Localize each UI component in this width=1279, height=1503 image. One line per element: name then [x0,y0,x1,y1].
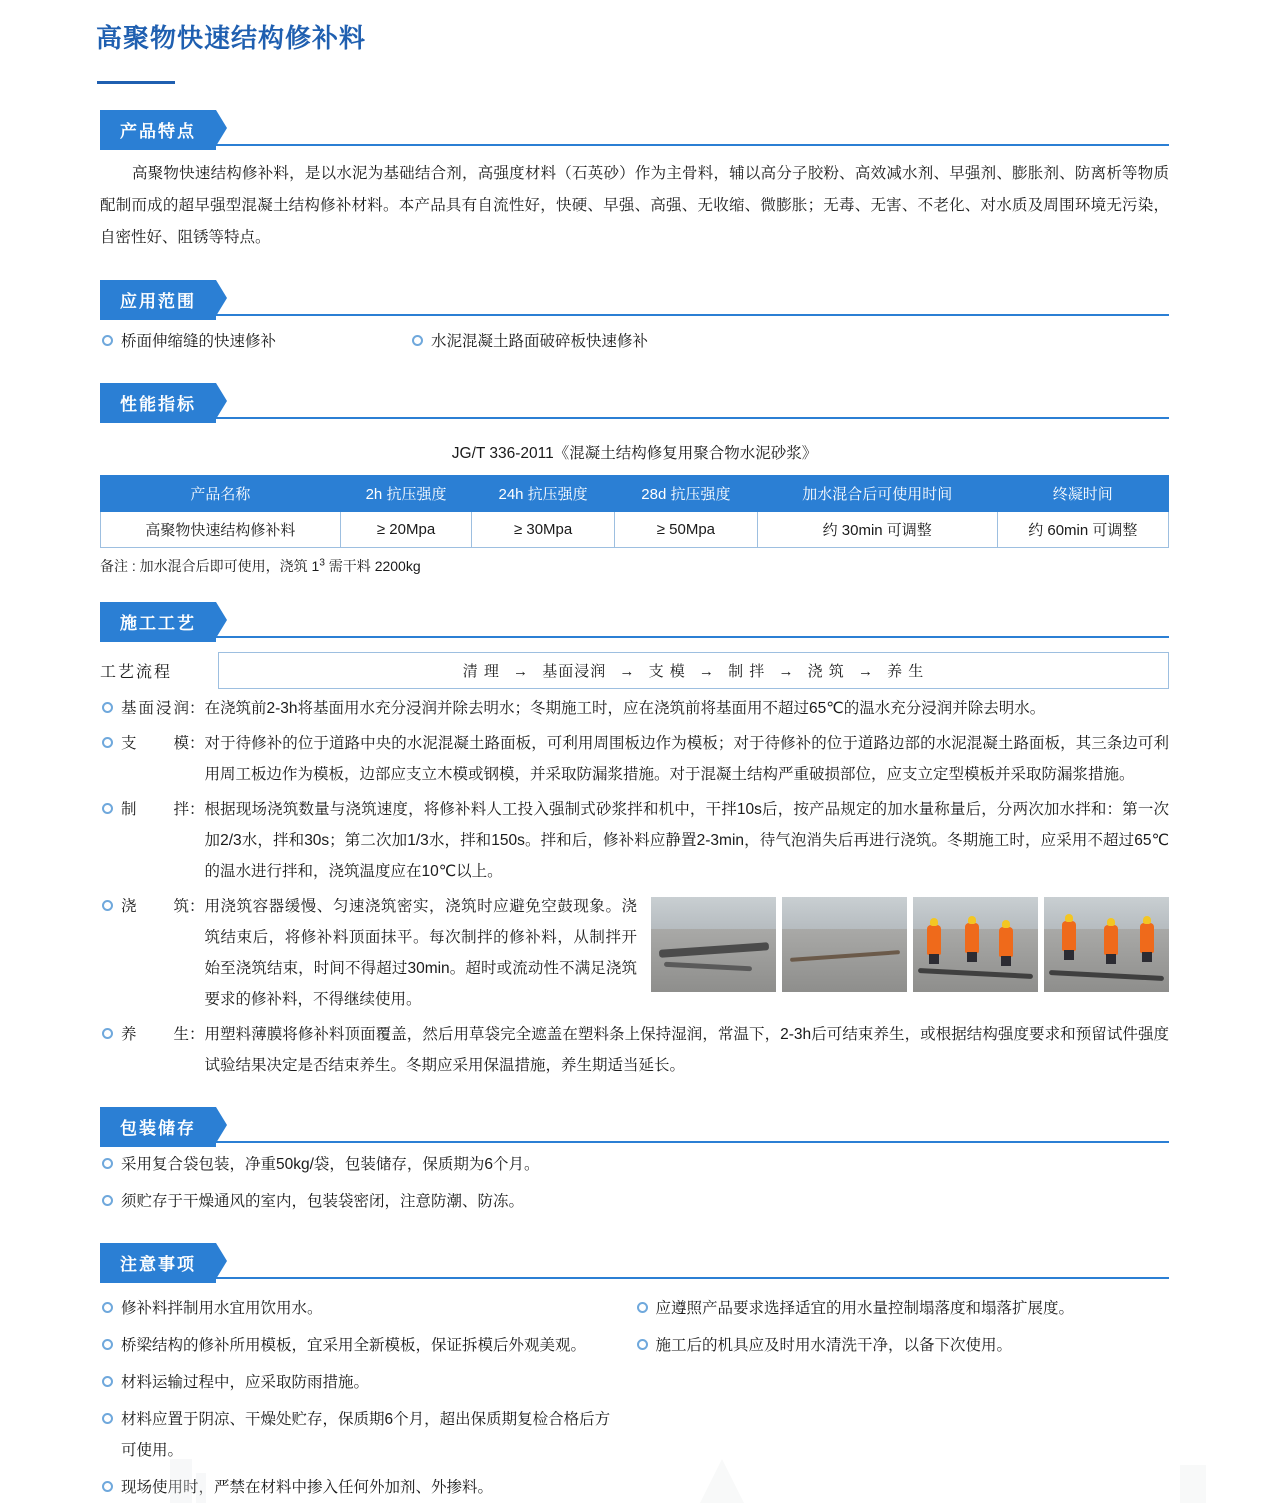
road-crack-photo [651,897,776,992]
process-flow-label: 工艺流程 [100,664,173,681]
table-note [100,556,1169,576]
construction-step: 支 模 ： 对于待修补的位于道路中央的水泥混凝土路面板，可利用周围板边作为模板；对于待修补的位于道路边部的水泥混凝土路面板，其三条边可利用周工板边作为模板，边部应支立木模或钢模，并采取防漏浆措施。对于混凝土结构严重破损部位，应支立定型模板并采取防漏浆措施。 [100,728,1169,790]
section-application [0,280,1279,357]
flow-step: 制 拌 [728,663,766,680]
section-rule [100,1277,1169,1279]
step-label: 支 模 [121,735,189,752]
document-page [0,18,1279,1503]
list-item [100,1293,619,1324]
table-row [101,512,1169,548]
performance-table [100,475,1169,548]
notice-item-label: 现场使用时，严禁在材料中掺入任何外加剂、外掺料。 [121,1479,494,1496]
step-text: 用塑料薄膜将修补料顶面覆盖，然后用草袋完全遮盖在塑料条上保持湿润，常温下，2-3h后可结束养生，或根据结构强度要求和预留试件强度试验结果决定是否结束养生。冬期应采用保温措施，养生期适当延长。 [204,1026,1169,1074]
circle-bullet-icon [102,702,113,713]
application-list [100,326,1169,357]
circle-bullet-icon [412,335,423,346]
notice-item-label: 材料应置于阴凉、干燥处贮存，保质期6个月，超出保质期复检合格后方可使用。 [121,1411,611,1459]
arrow-icon: → [698,663,715,680]
column-header-worktime: 加水混合后可使用时间 [757,476,997,512]
step-label: 制 拌 [121,801,189,818]
cell-2h: ≥ 20Mpa [340,512,471,548]
notice-item-label: 桥梁结构的修补所用模板，宜采用全新模板，保证拆模后外观美观。 [121,1337,587,1354]
title-divider [97,81,175,84]
notice-list [100,1287,1169,1503]
application-item-label: 水泥混凝土路面破碎板快速修补 [431,333,649,350]
notice-column-right [635,1287,1170,1503]
notice-item-label: 应遵照产品要求选择适宜的用水量控制塌落度和塌落扩展度。 [655,1300,1075,1317]
section-header-packaging [100,1107,1169,1143]
section-rule [100,636,1169,638]
table-note-exponent: 3 [319,557,325,569]
cell-product: 高聚物快速结构修补料 [101,512,341,548]
circle-bullet-icon [102,1302,113,1313]
list-item [100,326,410,357]
column-header-setting: 终凝时间 [997,476,1168,512]
circle-bullet-icon [102,737,113,748]
step-label: 养 生 [121,1026,189,1043]
section-notice [0,1243,1279,1503]
section-header-notice [100,1243,1169,1279]
standard-reference: JG/T 336-2011《混凝土结构修复用聚合物水泥砂浆》 [451,445,818,462]
flow-step: 基面浸润 [542,663,607,680]
cell-28d: ≥ 50Mpa [614,512,757,548]
circle-bullet-icon [102,1481,113,1492]
circle-bullet-icon [637,1339,648,1350]
features-paragraph: 高聚物快速结构修补料，是以水泥为基础结合剂，高强度材料（石英砂）作为主骨料，辅以高分子胶粉、高效减水剂、早强剂、膨胀剂、防离析等物质配制而成的超早强型混凝土结构修补材料。本产品具有自流性好，快硬、早强、高强、无收缩、微膨胀；无毒、无害、不老化、对水质及周围环境无污染，自密性好、阻锈等特点。 [100,165,1169,246]
flow-step: 养 生 [887,663,925,680]
section-header-performance [100,383,1169,419]
circle-bullet-icon [637,1302,648,1313]
section-header-application [100,280,1169,316]
section-packaging [0,1107,1279,1217]
section-rule [100,417,1169,419]
flow-step: 支 模 [648,663,686,680]
construction-step: 浇 筑 ： 用浇筑容器缓慢、匀速浇筑密实，浇筑时应避免空鼓现象。浇筑结束后，将修补料顶面抹平。每次制拌的修补料，从制拌开始至浇筑结束，时间不得超过30min。超时或流动性不满足浇筑要求的修补料，不得继续使用。 [100,891,637,1015]
notice-item-label: 施工后的机具应及时用水清洗干净，以备下次使用。 [655,1337,1013,1354]
section-rule [100,1141,1169,1143]
section-construction [0,602,1279,1081]
section-title-performance: 性能指标 [100,383,216,423]
section-rule [100,314,1169,316]
arrow-icon: → [778,663,795,680]
process-flow-steps [218,652,1169,689]
section-title-notice: 注意事项 [100,1243,216,1283]
circle-bullet-icon [102,1028,113,1039]
workers-pouring-photo [913,897,1038,992]
column-header-product: 产品名称 [101,476,341,512]
table-note-suffix: 需干料 2200kg [324,558,421,574]
circle-bullet-icon [102,1158,113,1169]
list-item [100,1186,1169,1217]
step-label: 基面浸润 [121,700,189,717]
flow-step: 清 理 [462,663,500,680]
step-text: 根据现场浇筑数量与浇筑速度，将修补料人工投入强制式砂浆拌和机中，干拌10s后，按产品规定的加水量称量后，分两次加水拌和：第一次加2/3水，拌和30s；第二次加1/3水，拌和150s。拌和后，修补料应静置2-3min，待气泡消失后再进行浇筑。冬期施工时，应采用不超过65℃的温水进行拌和，浇筑温度应在10℃以上。 [204,801,1169,880]
section-rule [100,144,1169,146]
list-item [100,1330,619,1361]
notice-item-label: 修补料拌制用水宜用饮用水。 [121,1300,323,1317]
cell-setting: 约 60min 可调整 [997,512,1168,548]
arrow-icon: → [857,663,874,680]
column-header-28d: 28d 抗压强度 [614,476,757,512]
construction-photo-strip [651,897,1169,992]
workers-finishing-photo [1044,897,1169,992]
circle-bullet-icon [102,1195,113,1206]
arrow-icon: → [513,663,530,680]
section-header-construction [100,602,1169,638]
circle-bullet-icon [102,1339,113,1350]
list-item [100,1404,619,1466]
list-item [635,1293,1154,1324]
section-features [0,110,1279,254]
page-title: 高聚物快速结构修补料 [96,23,367,53]
circle-bullet-icon [102,900,113,911]
packaging-item-label: 采用复合袋包装，净重50kg/袋，包装储存，保质期为6个月。 [121,1156,540,1173]
section-title-construction: 施工工艺 [100,602,216,642]
notice-item-label: 材料运输过程中，应采取防雨措施。 [121,1374,370,1391]
section-header-features [100,110,1169,146]
construction-step: 养 生 ： 用塑料薄膜将修补料顶面覆盖，然后用草袋完全遮盖在塑料条上保持湿润，常温下，2-3h后可结束养生，或根据结构强度要求和预留试件强度试验结果决定是否结束养生。冬期应采用保温措施，养生期适当延长。 [100,1019,1169,1081]
list-item [100,1149,1169,1180]
section-title-features: 产品特点 [100,110,216,150]
step-text: 用浇筑容器缓慢、匀速浇筑密实，浇筑时应避免空鼓现象。浇筑结束后，将修补料顶面抹平。每次制拌的修补料，从制拌开始至浇筑结束，时间不得超过30min。超时或流动性不满足浇筑要求的修补料，不得继续使用。 [204,898,637,1008]
road-surface-photo [782,897,907,992]
circle-bullet-icon [102,335,113,346]
list-item [100,1367,619,1398]
column-header-2h: 2h 抗压强度 [340,476,471,512]
section-performance [0,383,1279,576]
list-item [100,1472,619,1503]
notice-column-left [100,1287,635,1503]
process-flow [100,652,1169,689]
application-item-label: 桥面伸缩缝的快速修补 [121,333,277,350]
circle-bullet-icon [102,1413,113,1424]
circle-bullet-icon [102,1376,113,1387]
list-item [410,326,1169,357]
packaging-item-label: 须贮存于干燥通风的室内，包装袋密闭，注意防潮、防冻。 [121,1193,525,1210]
section-title-application: 应用范围 [100,280,216,320]
table-note-prefix: 备注 : 加水混合后即可使用，浇筑 1 [100,558,320,574]
construction-step: 基面浸润 ： 在浇筑前2-3h将基面用水充分浸润并除去明水；冬期施工时，应在浇筑前将基面用不超过65℃的温水充分浸润并除去明水。 [100,693,1169,724]
construction-step: 制 拌 ： 根据现场浇筑数量与浇筑速度，将修补料人工投入强制式砂浆拌和机中，干拌10s后，按产品规定的加水量称量后，分两次加水拌和：第一次加2/3水，拌和30s；第二次加1/3水，拌和150s。拌和后，修补料应静置2-3min，待气泡消失后再进行浇筑。冬期施工时，应采用不超过65℃的温水进行拌和，浇筑温度应在10℃以上。 [100,794,1169,887]
circle-bullet-icon [102,803,113,814]
step-text: 在浇筑前2-3h将基面用水充分浸润并除去明水；冬期施工时，应在浇筑前将基面用不超过65℃的温水充分浸润并除去明水。 [204,700,1046,717]
list-item [635,1330,1154,1361]
arrow-icon: → [619,663,636,680]
cell-worktime: 约 30min 可调整 [757,512,997,548]
cell-24h: ≥ 30Mpa [472,512,615,548]
column-header-24h: 24h 抗压强度 [472,476,615,512]
flow-step: 浇 筑 [807,663,845,680]
step-text: 对于待修补的位于道路中央的水泥混凝土路面板，可利用周围板边作为模板；对于待修补的位于道路边部的水泥混凝土路面板，其三条边可利用周工板边作为模板，边部应支立木模或钢模，并采取防漏浆措施。对于混凝土结构严重破损部位，应支立定型模板并采取防漏浆措施。 [204,735,1169,783]
step-label: 浇 筑 [121,898,189,915]
section-title-packaging: 包装储存 [100,1107,216,1147]
table-header-row [101,476,1169,512]
